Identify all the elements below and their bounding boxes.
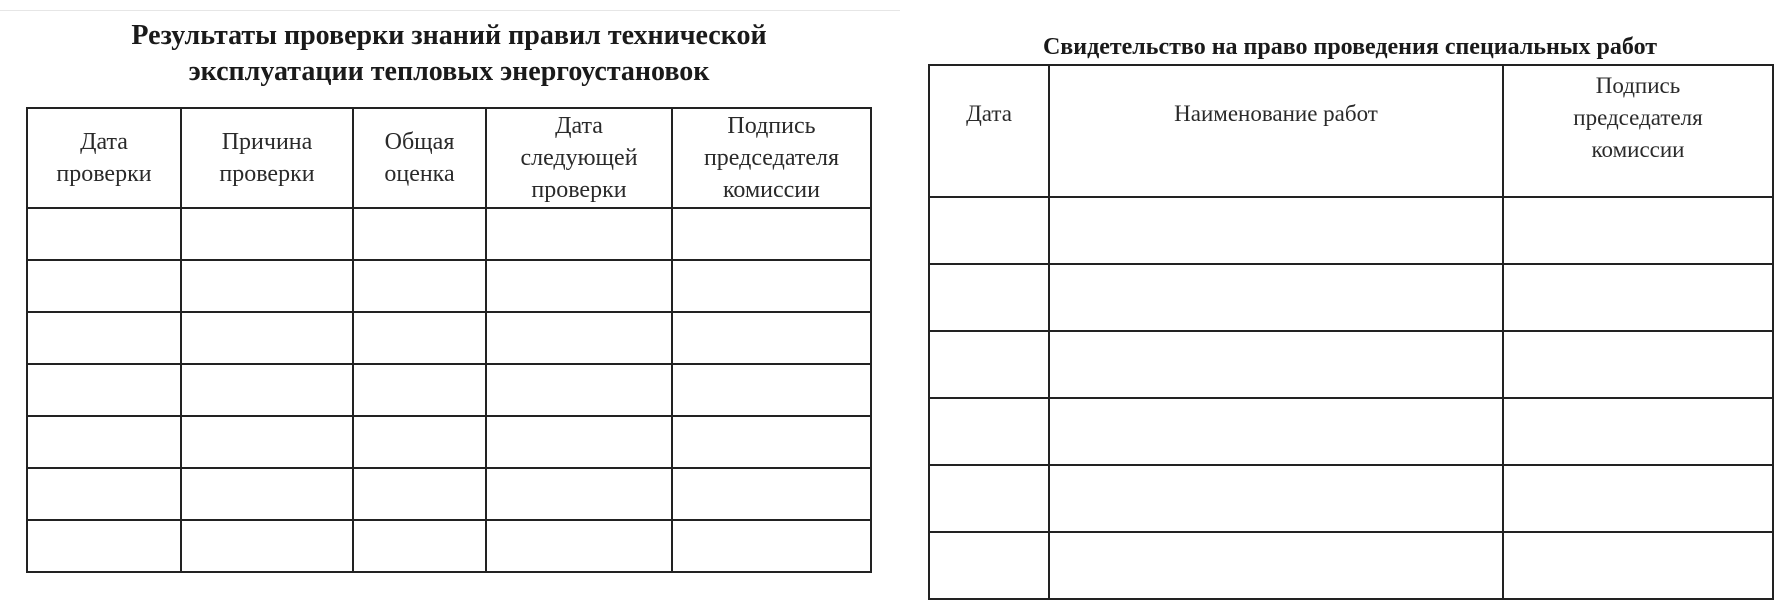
table-cell[interactable]: [672, 312, 871, 364]
table-cell[interactable]: [353, 416, 486, 468]
table-cell[interactable]: [672, 468, 871, 520]
table-row: [929, 398, 1773, 465]
table-cell[interactable]: [929, 532, 1049, 599]
table-cell[interactable]: [181, 208, 353, 260]
table-cell[interactable]: [353, 312, 486, 364]
table-row: [27, 416, 871, 468]
table-cell[interactable]: [486, 208, 672, 260]
table-cell[interactable]: [1503, 465, 1773, 532]
table-cell[interactable]: [672, 364, 871, 416]
table-row: [929, 331, 1773, 398]
table-cell[interactable]: [486, 260, 672, 312]
table-cell[interactable]: [181, 312, 353, 364]
table-cell[interactable]: [929, 465, 1049, 532]
special-works-certificate-form: [928, 33, 1772, 600]
table-cell[interactable]: [1503, 532, 1773, 599]
table-cell[interactable]: [1049, 532, 1503, 599]
table-cell[interactable]: [27, 312, 181, 364]
table-cell[interactable]: [353, 208, 486, 260]
table-cell[interactable]: [1049, 331, 1503, 398]
table-cell[interactable]: [1503, 331, 1773, 398]
table-row: [929, 197, 1773, 264]
table-cell[interactable]: [353, 520, 486, 572]
table-header-row: [929, 65, 1773, 197]
table-cell[interactable]: [929, 331, 1049, 398]
table-cell[interactable]: [1503, 398, 1773, 465]
table-cell[interactable]: [27, 364, 181, 416]
table-cell[interactable]: [27, 260, 181, 312]
column-header-work-name: Наименование работ: [1049, 65, 1503, 197]
table-row: [929, 264, 1773, 331]
column-header-chairman-signature: Подпись председателя комиссии: [672, 108, 871, 208]
knowledge-check-title: Результаты проверки знаний правил технической эксплуатации тепловых энергоустановок: [131, 20, 767, 87]
special-works-title: Свидетельство на право проведения специальных работ: [1042, 34, 1658, 60]
table-cell[interactable]: [486, 520, 672, 572]
table-cell[interactable]: [27, 416, 181, 468]
table-header-row: [27, 108, 871, 208]
table-cell[interactable]: [486, 312, 672, 364]
table-row: [27, 260, 871, 312]
table-cell[interactable]: [929, 398, 1049, 465]
table-cell[interactable]: [672, 520, 871, 572]
column-header-check-date: Дата проверки: [27, 108, 181, 208]
table-cell[interactable]: [1503, 264, 1773, 331]
table-cell[interactable]: [181, 468, 353, 520]
table-cell[interactable]: [181, 260, 353, 312]
column-header-next-check-date: Дата следующей проверки: [486, 108, 672, 208]
table-row: [929, 465, 1773, 532]
table-cell[interactable]: [353, 468, 486, 520]
table-cell[interactable]: [181, 416, 353, 468]
knowledge-check-table: [26, 107, 872, 573]
table-cell[interactable]: [1049, 398, 1503, 465]
table-cell[interactable]: [353, 364, 486, 416]
table-row: [27, 208, 871, 260]
table-cell[interactable]: [27, 520, 181, 572]
table-cell[interactable]: [27, 468, 181, 520]
column-header-overall-grade: Общая оценка: [353, 108, 486, 208]
table-cell[interactable]: [27, 208, 181, 260]
table-cell[interactable]: [486, 364, 672, 416]
table-cell[interactable]: [929, 197, 1049, 264]
table-cell[interactable]: [181, 520, 353, 572]
table-row: [27, 468, 871, 520]
table-cell[interactable]: [672, 416, 871, 468]
column-header-chairman-signature: Подпись председателя комиссии: [1503, 65, 1773, 197]
table-cell[interactable]: [181, 364, 353, 416]
column-header-date: Дата: [929, 65, 1049, 197]
knowledge-check-results-form: [26, 18, 872, 573]
table-cell[interactable]: [672, 208, 871, 260]
table-cell[interactable]: [1049, 197, 1503, 264]
table-cell[interactable]: [672, 260, 871, 312]
special-works-table: [928, 64, 1774, 600]
table-cell[interactable]: [1049, 465, 1503, 532]
table-cell[interactable]: [353, 260, 486, 312]
table-cell[interactable]: [929, 264, 1049, 331]
table-cell[interactable]: [1049, 264, 1503, 331]
table-row: [27, 364, 871, 416]
table-cell[interactable]: [486, 416, 672, 468]
table-row: [27, 520, 871, 572]
table-cell[interactable]: [486, 468, 672, 520]
table-cell[interactable]: [1503, 197, 1773, 264]
table-row: [929, 532, 1773, 599]
table-row: [27, 312, 871, 364]
top-divider-line: [0, 10, 900, 11]
column-header-check-reason: Причина проверки: [181, 108, 353, 208]
